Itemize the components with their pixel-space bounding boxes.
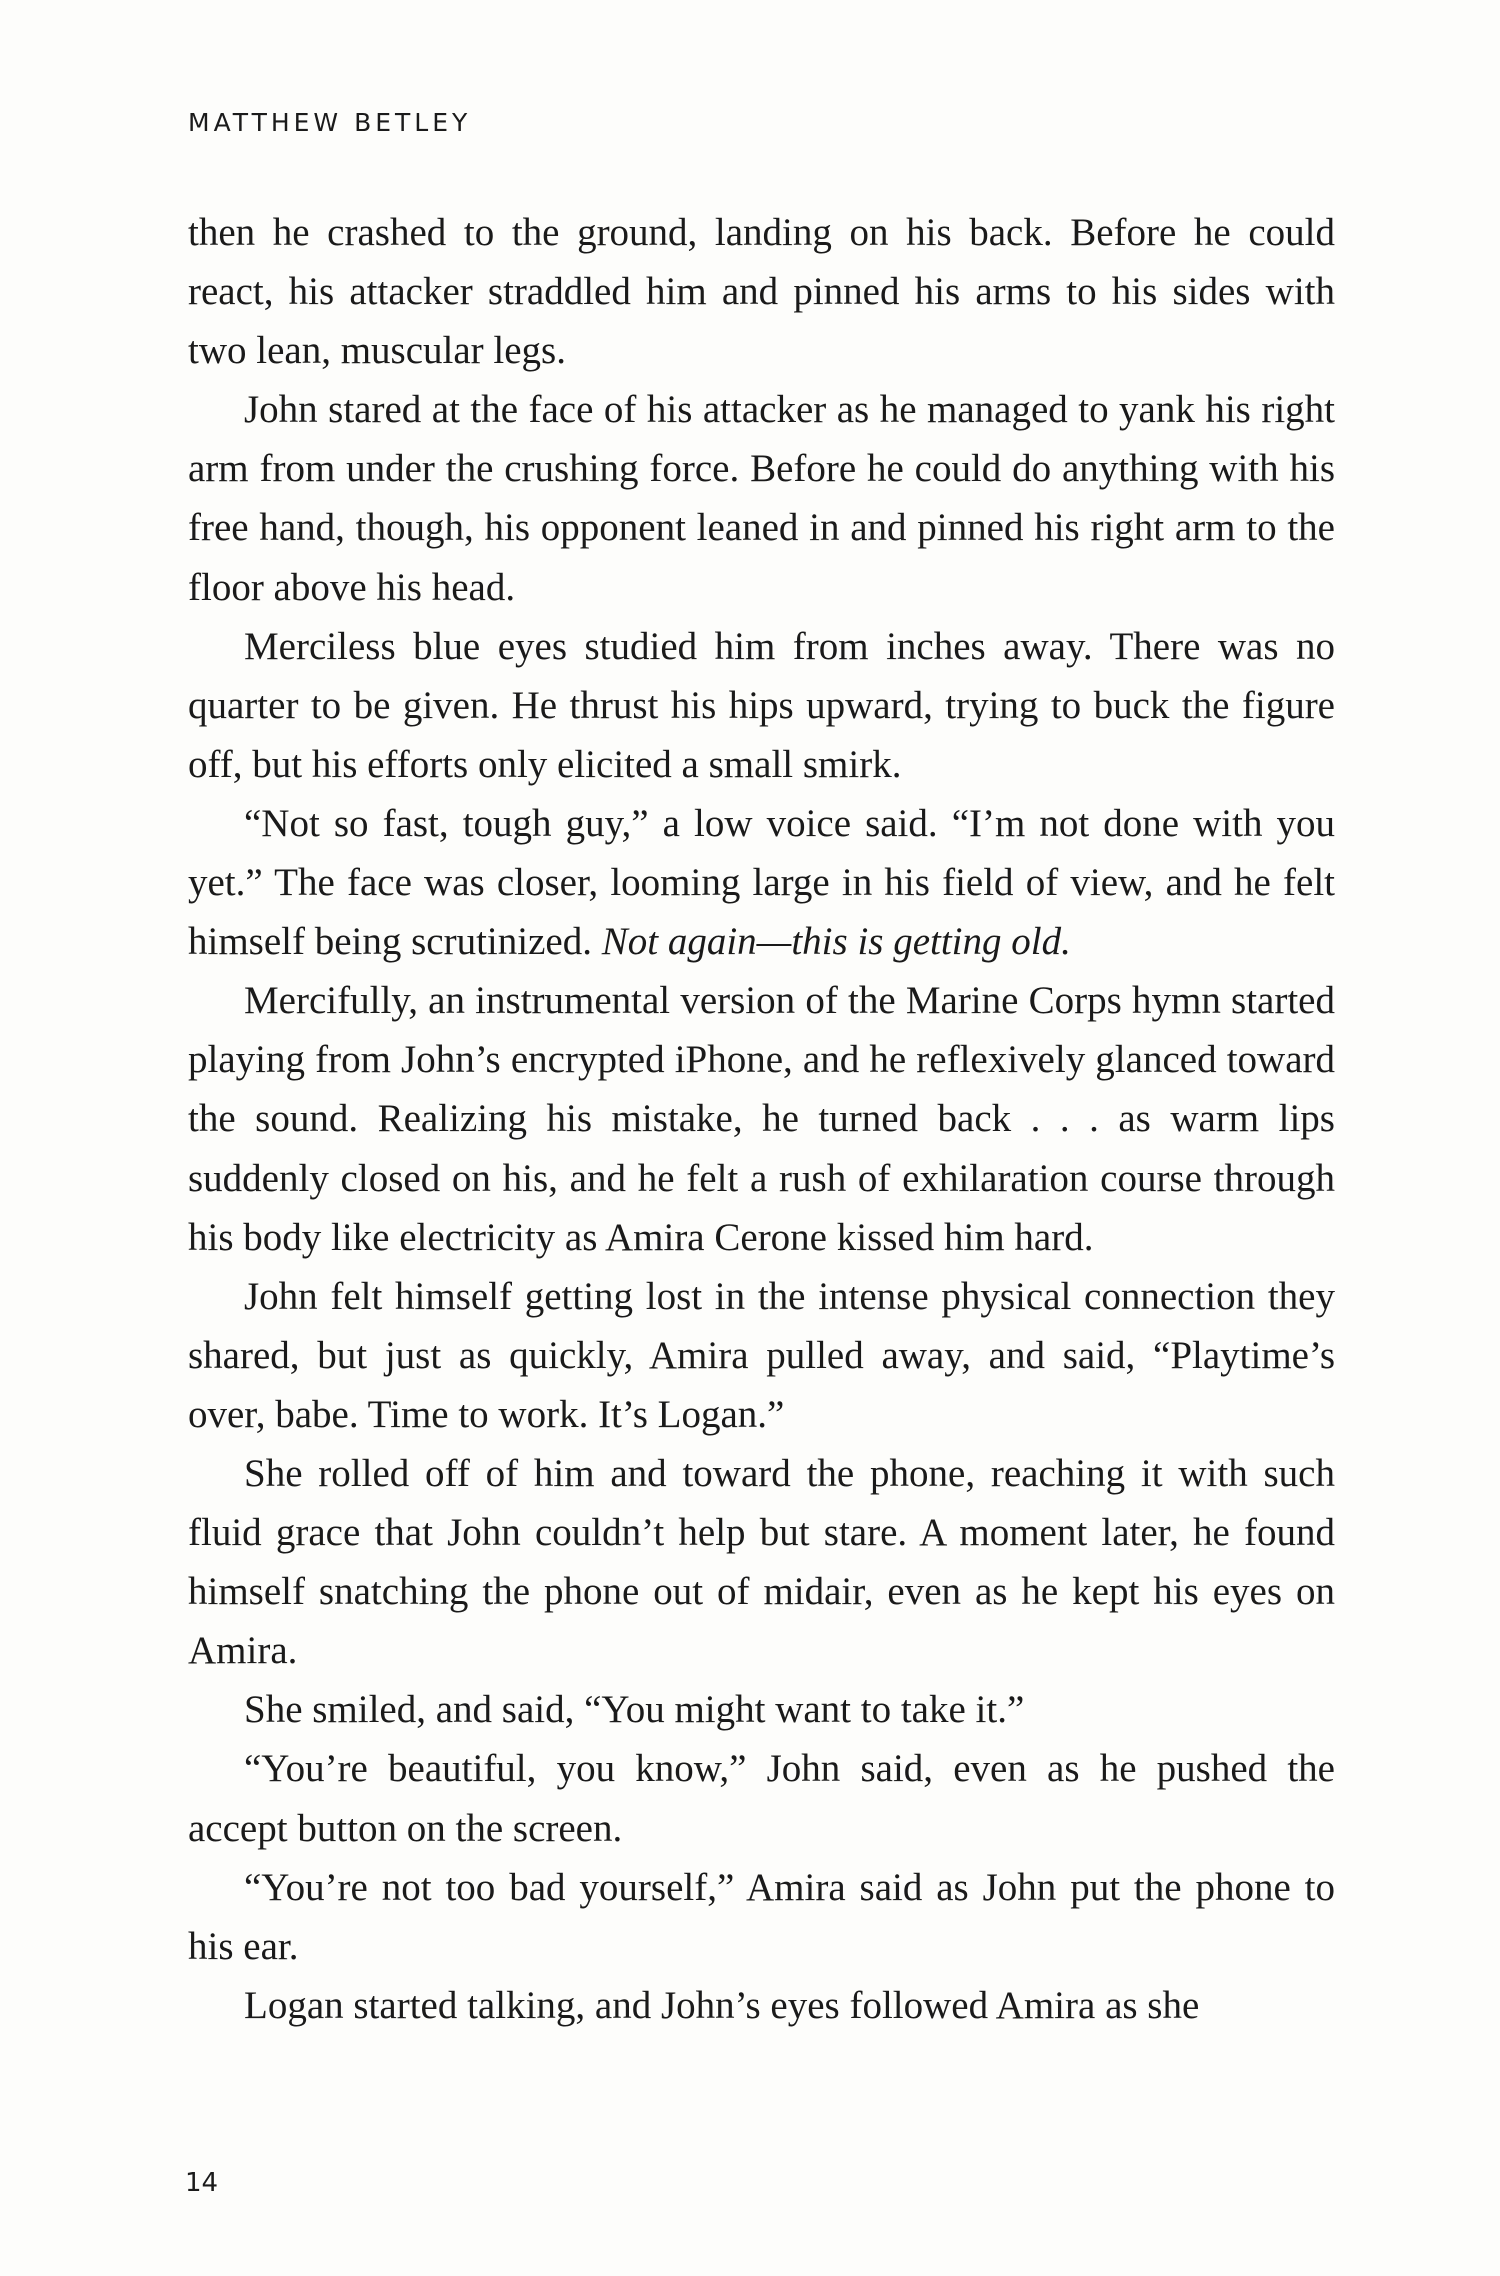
paragraph-3: Merciless blue eyes studied him from inches away. There was no quarter to be given. He thrust his hips upward, trying to buck the figure off, but his efforts only elicited a small smirk.: [188, 624, 1335, 786]
paragraph-11: Logan started talking, and John’s eyes followed Amira as she: [244, 1983, 1200, 2027]
paragraph-4: [188, 794, 1335, 971]
paragraph-5: Mercifully, an instrumental version of the Marine Corps hymn started playing from John’s encrypted iPhone, and he reflexively glanced toward the sound. Realizing his mistake, he turned back . . . as warm lips suddenly closed on his, and he felt a rush of exhilaration course through his body like electricity as Amira Cerone kissed him hard.: [188, 979, 1335, 1259]
running-head: MATTHEW BETLEY: [188, 108, 472, 137]
paragraph-9: “You’re beautiful, you know,” John said, even as he pushed the accept button on the screen.: [188, 1747, 1335, 1850]
paragraph-7: She rolled off of him and toward the phone, reaching it with such fluid grace that John couldn’t help but stare. A moment later, he found himself snatching the phone out of midair, even as he kept his eyes on Amira.: [188, 1451, 1335, 1673]
paragraph-4-italic: Not again—this is getting old.: [601, 920, 1071, 964]
paragraph-6: John felt himself getting lost in the intense physical connection they shared, but just as quickly, Amira pulled away, and said, “Playtime’s over, babe. Time to work. It’s Logan.”: [188, 1274, 1335, 1436]
paragraph-4-text: “Not so fast, tough guy,” a low voice said. “I’m not done with you yet.” The face was closer, looming large in his field of view, and he felt himself being scrutinized.: [188, 801, 1335, 964]
paragraph-1: then he crashed to the ground, landing on his back. Before he could react, his attacker straddled him and pinned his arms to his sides with two lean, muscular legs.: [188, 211, 1335, 373]
paragraph-8: She smiled, and said, “You might want to take it.”: [244, 1688, 1025, 1732]
paragraph-10: “You’re not too bad yourself,” Amira said as John put the phone to his ear.: [188, 1865, 1335, 1968]
page-number: 14: [185, 2168, 219, 2198]
body-text: [188, 203, 1335, 2035]
paragraph-2: John stared at the face of his attacker as he managed to yank his right arm from under the crushing force. Before he could do anything with his free hand, though, his opponent leaned in and pinned his right arm to the floor above his head.: [188, 388, 1335, 609]
